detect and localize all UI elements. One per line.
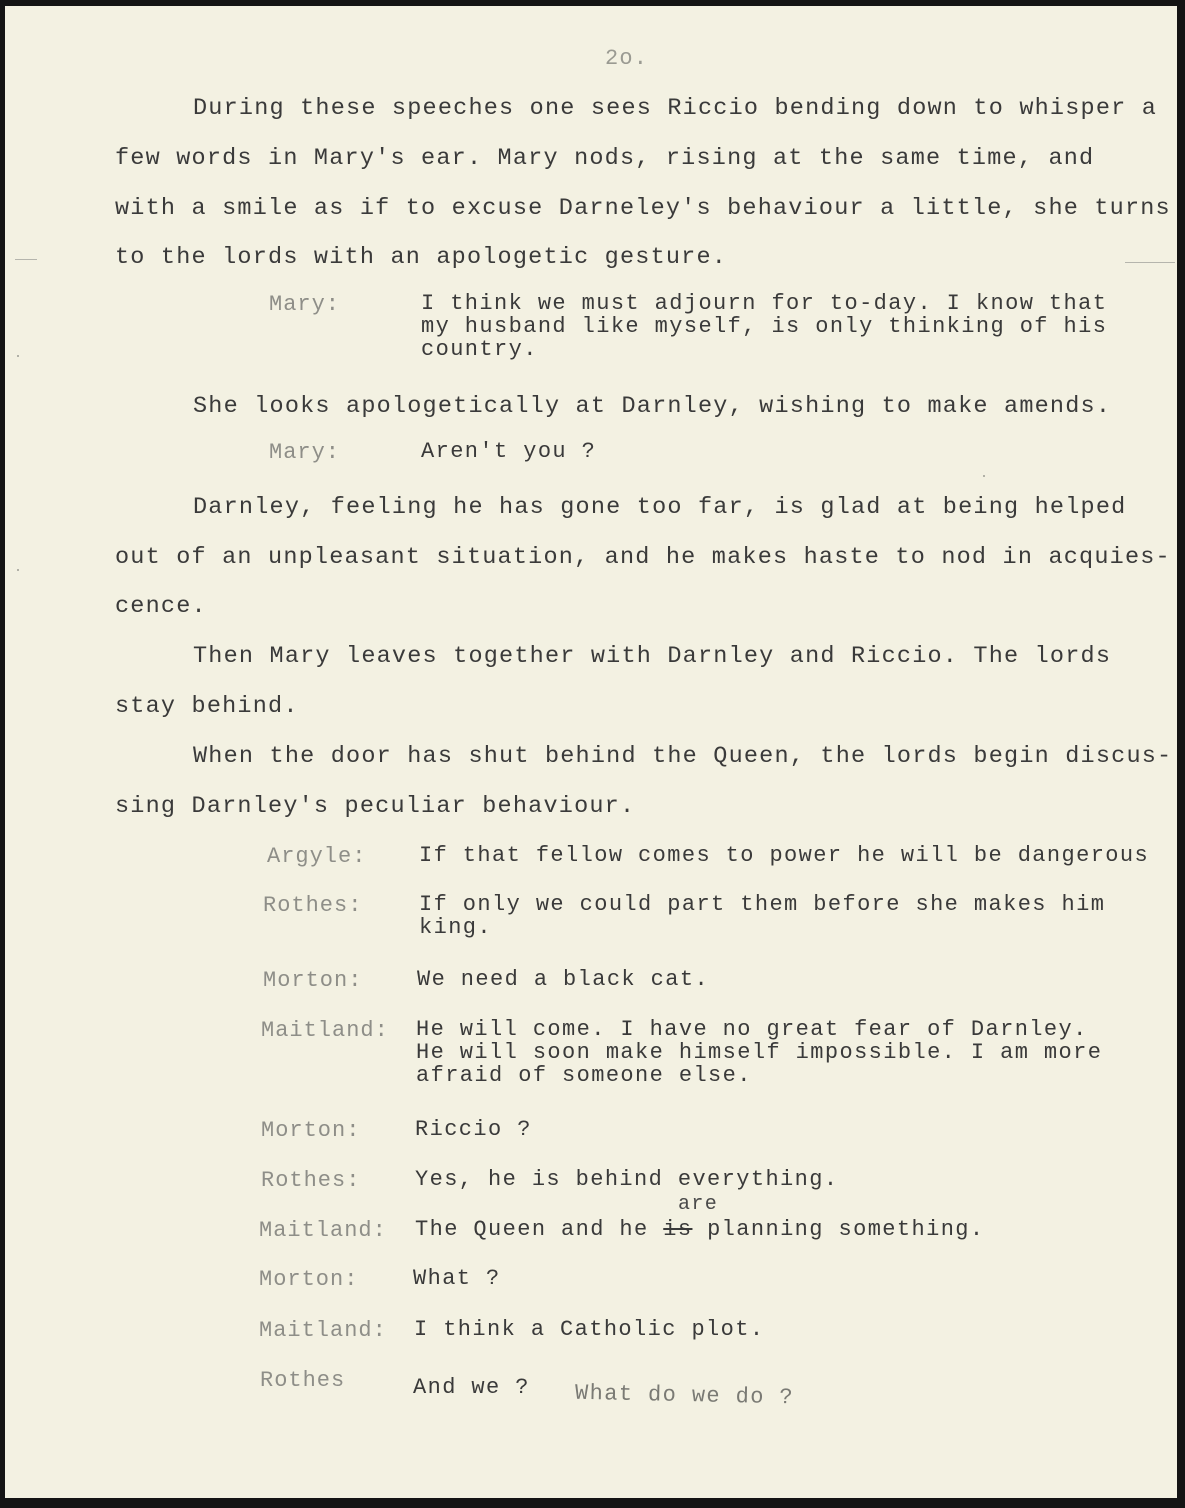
- speaker-label: Argyle:: [267, 844, 367, 869]
- speaker-label: Morton:: [259, 1267, 359, 1292]
- paragraph-5-line-2: sing Darnley's peculiar behaviour.: [115, 793, 636, 820]
- paragraph-3-line-2: out of an unpleasant situation, and he makes haste to nod in acquies-: [115, 544, 1171, 571]
- paragraph-5-line-1: When the door has shut behind the Queen, the lords begin discus-: [193, 743, 1173, 770]
- paragraph-2-line-1: She looks apologetically at Darnley, wishing to make amends.: [193, 393, 1112, 420]
- dialogue-text: [415, 1218, 985, 1241]
- speaker-label: Maitland:: [259, 1218, 387, 1243]
- dialogue-text: Yes, he is behind everything.: [415, 1167, 839, 1192]
- speaker-label: Rothes:: [263, 893, 363, 918]
- dialogue-text: I think a Catholic plot.: [414, 1317, 765, 1342]
- dialogue-text: He will come. I have no great fear of Darnley. He will soon make himself impossible. I am more afraid of someone else.: [416, 1017, 1103, 1088]
- paragraph-1-line-4: to the lords with an apologetic gesture.: [115, 244, 728, 271]
- paragraph-1-line-3: with a smile as if to excuse Darneley's behaviour a little, she turns: [115, 195, 1171, 222]
- dialogue-text-before: The Queen and he: [415, 1217, 664, 1242]
- page-number: 2o.: [605, 46, 649, 71]
- paragraph-3-line-1: Darnley, feeling he has gone too far, is glad at being helped: [193, 494, 1127, 521]
- paragraph-3-line-3: cence.: [115, 593, 207, 620]
- paragraph-4-line-2: stay behind.: [115, 693, 299, 720]
- margin-mark-left: [15, 259, 37, 260]
- speaker-label: Mary:: [269, 440, 341, 465]
- dialogue-text: Aren't you ?: [421, 439, 597, 464]
- dialogue-text-after: planning something.: [692, 1217, 985, 1242]
- dialogue-text-continued: What do we do ?: [574, 1380, 795, 1411]
- speaker-label: Maitland:: [261, 1018, 389, 1043]
- dialogue-text: What ?: [413, 1266, 501, 1291]
- paragraph-1-line-2: few words in Mary's ear. Mary nods, rising at the same time, and: [115, 145, 1095, 172]
- dialogue-text: Riccio ?: [415, 1117, 532, 1142]
- dialogue-text: If that fellow comes to power he will be dangerous: [419, 843, 1150, 868]
- margin-dot: [17, 355, 19, 357]
- speaker-label: Mary:: [269, 292, 341, 317]
- paragraph-4-line-1: Then Mary leaves together with Darnley and Riccio. The lords: [193, 643, 1112, 670]
- dialogue-text: If only we could part them before she makes him king.: [419, 892, 1106, 940]
- dialogue-text: We need a black cat.: [417, 967, 710, 992]
- speaker-label: Rothes:: [261, 1168, 361, 1193]
- margin-dot: [983, 475, 985, 477]
- typescript-page: [5, 6, 1177, 1498]
- speaker-label: Morton:: [261, 1118, 361, 1143]
- margin-dot: [17, 569, 19, 571]
- speaker-label: Rothes: [260, 1368, 346, 1393]
- speaker-label: Maitland:: [259, 1318, 387, 1343]
- handwritten-insertion: are: [678, 1193, 719, 1216]
- dialogue-text: I think we must adjourn for to-day. I know that my husband like myself, is only thinking of his country.: [421, 291, 1108, 362]
- paragraph-1-line-1: During these speeches one sees Riccio bending down to whisper a: [193, 95, 1158, 122]
- speaker-label: Morton:: [263, 968, 363, 993]
- margin-mark-right: [1125, 262, 1175, 263]
- dialogue-text: And we ?: [413, 1375, 530, 1400]
- struck-word: is: [663, 1217, 693, 1242]
